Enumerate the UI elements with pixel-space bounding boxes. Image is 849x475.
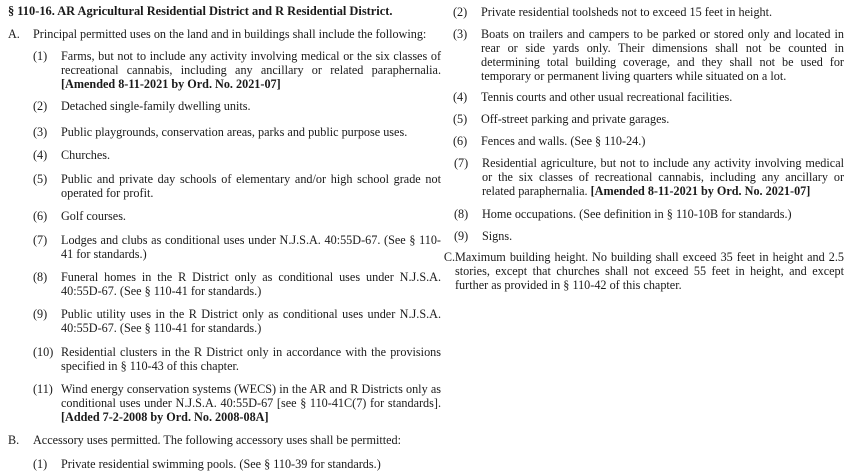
list-item-b9 [454,229,844,243]
list-item-b2 [453,5,843,19]
list-item-a3 [33,125,441,139]
item-text: Tennis courts and other usual recreational facilities. [481,90,733,104]
item-text: Wind energy conservation systems (WECS) in the AR and R Districts only as conditional uses under N.J.S.A. 40:55D-67 [see § 110-41C(7) for standards]. [Added 7-2-2008 by Ord. No. 2008-08A] [61,382,441,424]
item-text: Funeral homes in the R District only as conditional uses under N.J.S.A. 40:55D-67. (See § 110-41 for standards.) [61,270,441,298]
section-heading: § 110-16. AR Agricultural Residential District and R Residential District. [8,4,393,18]
list-item-a2 [33,99,441,113]
item-number: (8) [33,270,48,284]
item-number: (5) [453,112,468,126]
list-item-a5 [33,172,441,200]
list-item-a9 [33,307,441,335]
list-item-b6 [453,134,843,148]
amendment-note: [Amended 8-11-2021 by Ord. No. 2021-07] [61,77,281,91]
item-number: (2) [33,99,48,113]
item-text: Golf courses. [61,209,126,223]
section-c-label: C. [443,250,455,264]
list-item-a4 [33,148,441,162]
item-number: (9) [33,307,48,321]
list-item-b3 [453,27,844,83]
list-item-a7 [33,233,441,261]
item-number: (11) [33,382,53,396]
item-number: (8) [454,207,469,221]
item-number: (5) [33,172,48,186]
section-c [428,250,844,292]
item-text: Public and private day schools of elementary and/or high school grade not operated for profit. [61,172,441,200]
item-text: Private residential toolsheds not to exceed 15 feet in height. [481,5,773,19]
list-item-a10 [33,345,441,373]
list-item-b4 [453,90,843,104]
list-item-b5 [453,112,843,126]
list-item-a11 [33,382,441,424]
item-number: (2) [453,5,468,19]
list-item-b8 [454,207,844,221]
section-a [8,27,444,41]
item-number: (1) [33,49,48,63]
section-b-text: Accessory uses permitted. The following accessory uses shall be permitted: [33,433,402,447]
list-item-b1 [33,457,441,471]
list-item-a8 [33,270,441,298]
item-number: (6) [33,209,48,223]
list-item-b7 [454,156,844,198]
item-number: (4) [33,148,48,162]
item-text: Private residential swimming pools. (See § 110-39 for standards.) [61,457,381,471]
item-text: Public playgrounds, conservation areas, parks and public purpose uses. [61,125,408,139]
item-text: Off-street parking and private garages. [481,112,670,126]
item-number: (1) [33,457,48,471]
amendment-note: [Added 7-2-2008 by Ord. No. 2008-08A] [61,410,269,424]
section-a-text: Principal permitted uses on the land and in buildings shall include the following: [33,27,427,41]
item-text: Residential clusters in the R District only in accordance with the provisions specified in § 110-43 of this chapter. [61,345,441,373]
item-text: Farms, but not to include any activity involving medical or the six classes of recreational cannabis, including any ancillary or related paraphernalia. [Amended 8-11-2021 by Ord. No. 2021-07] [61,49,441,91]
section-a-label: A. [8,27,20,41]
item-number: (7) [33,233,48,247]
item-number: (6) [453,134,468,148]
item-number: (10) [33,345,54,359]
item-text: Home occupations. (See definition in § 110-10B for standards.) [482,207,792,221]
item-text: Signs. [482,229,513,243]
item-number: (4) [453,90,468,104]
item-text: Detached single-family dwelling units. [61,99,251,113]
item-number: (3) [453,27,468,41]
item-text: Public utility uses in the R District only as conditional uses under N.J.S.A. 40:55D-67. (See § 110-41 for standards.) [61,307,441,335]
list-item-a6 [33,209,441,223]
item-text: Boats on trailers and campers to be parked or stored only and located in rear or side yards only. Their dimensions shall not be counted in determining total building coverage, and they shall not be used for temporary or permanent living quarters while situated on a lot. [481,27,844,83]
section-c-text: Maximum building height. No building shall exceed 35 feet in height and 2.5 stories, except that churches shall not exceed 55 feet in height, and except further as provided in § 110-42 of this chapter. [455,250,844,292]
item-text: Residential agriculture, but not to include any activity involving medical or the six classes of recreational cannabis, including any ancillary or related paraphernalia. [Amended 8-11-2021 by Ord. No. 2021-07] [482,156,844,198]
item-number: (7) [454,156,469,170]
item-number: (3) [33,125,48,139]
item-text: Fences and walls. (See § 110-24.) [481,134,646,148]
item-text: Lodges and clubs as conditional uses under N.J.S.A. 40:55D-67. (See § 110-41 for standards.) [61,233,441,261]
section-b-label: B. [8,433,20,447]
section-b [8,433,444,447]
item-number: (9) [454,229,469,243]
amendment-note: [Amended 8-11-2021 by Ord. No. 2021-07] [590,184,811,198]
item-text: Churches. [61,148,111,162]
list-item-a1 [33,49,441,91]
